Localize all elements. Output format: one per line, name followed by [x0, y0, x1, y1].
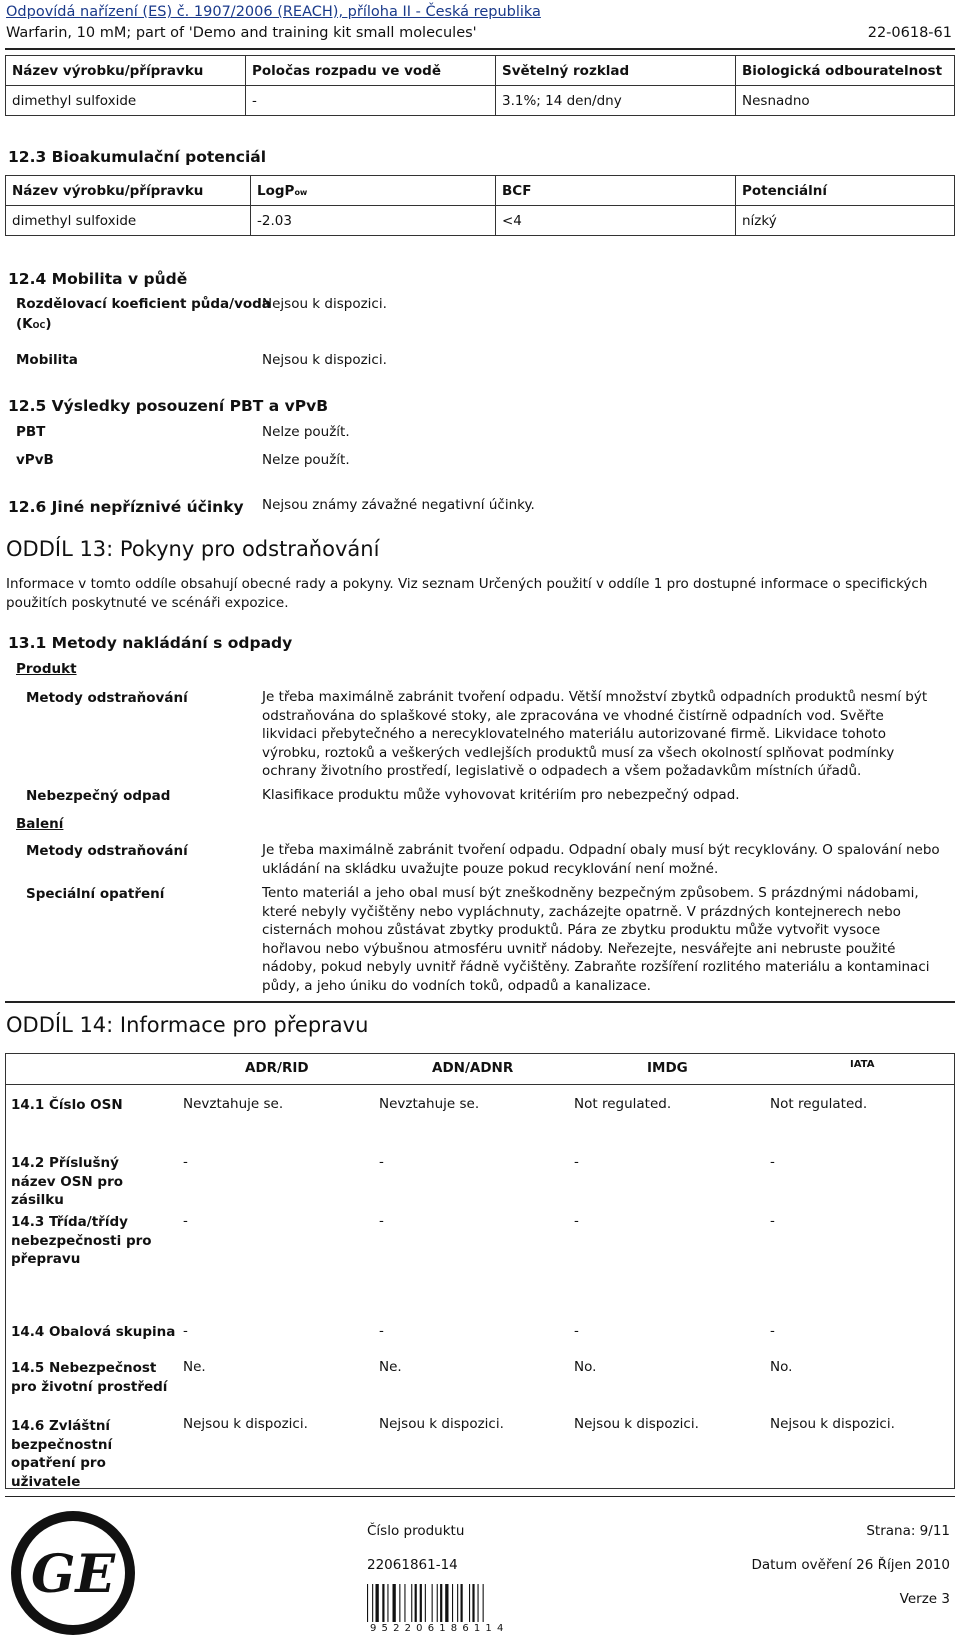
koc-k: (K	[16, 316, 33, 332]
regulation-link[interactable]: Odpovídá nařízení (ES) č. 1907/2006 (REACH), příloha II - Česká republika	[6, 4, 541, 20]
koc-value: Nejsou k dispozici.	[262, 296, 387, 312]
barcode-bar	[472, 1584, 474, 1622]
version: Verze 3	[899, 1591, 950, 1607]
barcode-bar	[478, 1584, 479, 1622]
section-12-3-title: 12.3 Bioakumulační potenciál	[8, 148, 267, 166]
table-cell: -	[183, 1213, 188, 1229]
table-cell: Nevztahuje se.	[379, 1096, 480, 1112]
table-cell: Ne.	[379, 1359, 402, 1375]
row-label: 14.4 Obalová skupina	[11, 1324, 176, 1340]
special-precautions-text: Tento materiál a jeho obal musí být zneškodněny bezpečným způsobem. S prázdnými nádobami, které nebyly vyčištěny nebo vypláchnuty, zacházejte opatrně. V prázdných kontejnerech nebo cisternách mohou zůstávat zbytky produktů. Pára ze zbytku produktu může vytvořit vysoce hořlavou nebo výbušnou atmosféru uvnitř nádoby. Neřezejte, nesvářejte ani nebruste použité nádoby, pokud nebyly uvnitř řádně vyčištěny. Zabraňte rozšíření rozlitého materiálu a kontaminaci půdy, a jeho úniku do vodních toků, odpadů a kanalizace.	[262, 885, 930, 994]
table-cell: -	[183, 1154, 188, 1170]
table-cell: -	[379, 1213, 384, 1229]
barcode-bar	[382, 1584, 384, 1622]
barcode-bar	[425, 1584, 426, 1622]
table-cell: Nejsou k dispozici.	[183, 1416, 308, 1432]
barcode-bar	[432, 1584, 433, 1622]
logp-label: LogP	[257, 182, 295, 199]
table-header-divider	[5, 1084, 955, 1085]
doc-code: 22-0618-61	[867, 25, 952, 41]
section-12-6-title: 12.6 Jiné nepříznivé účinky	[8, 498, 244, 516]
barcode-bar	[420, 1584, 422, 1622]
table-row	[6, 206, 955, 236]
barcode-bar	[461, 1584, 463, 1622]
row-label: 14.3 Třída/třídy nebezpečnosti pro přepravu	[11, 1214, 152, 1268]
table-cell: -2.03	[251, 206, 496, 236]
row-label: 14.5 Nebezpečnost pro životní prostředí	[11, 1360, 168, 1395]
table-cell: Not regulated.	[770, 1096, 868, 1112]
logp-subscript: ow	[294, 187, 308, 197]
product-name: Warfarin, 10 mM; part of 'Demo and training kit small molecules'	[6, 25, 477, 41]
barcode-bar	[376, 1584, 379, 1622]
column-header	[251, 176, 496, 206]
barcode-bar	[411, 1584, 412, 1622]
disposal-methods-text: Je třeba maximálně zabránit tvoření odpadu. Větší množství zbytků odpadních produktů nesmí být odstraňována do splaškové stoky, ale zpracována ve vhodné čistírně odpadních vod. Svěřte likvidaci přebytečného a nerecyklovatelného materiálu autorizované firmě. Likvidace tohoto výrobku, roztoků a veškerých vedlejších produktů musí za všech okolností splňovat podmínky ochrany životního prostředí, legislativě o odpadech a všem požadavkům místních úřadů.	[262, 689, 928, 780]
barcode-digits: 9 5 2 2 0 6 1 8 6 1 1 4	[370, 1623, 505, 1634]
product-heading: Produkt	[16, 661, 77, 677]
adverse-effects-value: Nejsou známy závažné negativní účinky.	[262, 497, 535, 513]
table-cell: dimethyl sulfoxide	[6, 206, 251, 236]
table-cell: nízký	[736, 206, 955, 236]
table-cell: -	[770, 1323, 775, 1339]
row-label: 14.6 Zvláštní bezpečnostní opatření pro uživatele	[11, 1418, 113, 1490]
barcode-bar	[445, 1584, 448, 1622]
footer-rule	[5, 1496, 955, 1497]
row-label: 14.2 Příslušný název OSN pro zásilku	[11, 1155, 124, 1209]
table-cell: -	[574, 1213, 579, 1229]
disposal-methods-label: Metody odstraňování	[26, 690, 188, 706]
column-header-adr: ADR/RID	[245, 1060, 309, 1076]
revision-date: Datum ověření 26 Říjen 2010	[751, 1557, 950, 1573]
pbt-label: PBT	[16, 424, 46, 440]
barcode-bar	[367, 1584, 368, 1622]
barcode-bar	[404, 1584, 405, 1622]
product-number: 22061861-14	[367, 1557, 458, 1573]
table-cell: dimethyl sulfoxide	[6, 86, 246, 116]
koc-label-line-2	[16, 316, 51, 332]
section-14-rule	[5, 1001, 955, 1003]
barcode-bar	[399, 1584, 400, 1622]
column-header: Poločas rozpadu ve vodě	[246, 56, 496, 86]
barcode-bar	[393, 1584, 396, 1622]
koc-label-text: Rozdělovací koeficient půda/voda	[16, 296, 271, 312]
table-row	[6, 86, 955, 116]
barcode-bar	[415, 1584, 417, 1622]
table-cell: No.	[574, 1359, 597, 1375]
row-label: 14.1 Číslo OSN	[11, 1097, 123, 1113]
table-header-row	[6, 56, 955, 86]
column-header: Název výrobku/přípravku	[6, 56, 246, 86]
koc-paren: )	[45, 316, 52, 332]
barcode-bar	[440, 1584, 442, 1622]
table-cell: Nevztahuje se.	[183, 1096, 284, 1112]
table-cell: Nesnadno	[736, 86, 955, 116]
barcode-bar	[437, 1584, 438, 1622]
barcode-bar	[469, 1584, 470, 1622]
table-cell: Nejsou k dispozici.	[379, 1416, 504, 1432]
table-cell: Ne.	[183, 1359, 206, 1375]
hazardous-waste-label: Nebezpečný odpad	[26, 788, 171, 804]
barcode-bar	[483, 1584, 484, 1622]
section-13-title: ODDÍL 13: Pokyny pro odstraňování	[6, 537, 380, 561]
column-header-adn: ADN/ADNR	[432, 1060, 514, 1076]
table-cell: -	[379, 1154, 384, 1170]
table-cell: Nejsou k dispozici.	[574, 1416, 699, 1432]
column-header: Potenciální	[736, 176, 955, 206]
barcode-bar	[452, 1584, 453, 1622]
section-12-4-title: 12.4 Mobilita v půdě	[8, 270, 188, 288]
ge-logo	[8, 1508, 138, 1638]
barcode-bar	[387, 1584, 388, 1622]
table-cell: No.	[770, 1359, 793, 1375]
table-cell: -	[574, 1323, 579, 1339]
packaging-methods-text: Je třeba maximálně zabránit tvoření odpadu. Odpadní obaly musí být recyklovány. O spalování nebo ukládání na skládku uvažujte pouze pokud recyklování není možné.	[262, 842, 940, 877]
table-cell: Not regulated.	[574, 1096, 672, 1112]
degradation-table	[5, 55, 955, 116]
table-cell: 3.1%; 14 den/dny	[496, 86, 736, 116]
barcode	[367, 1584, 522, 1622]
barcode-bar	[457, 1584, 458, 1622]
bioaccumulation-table	[5, 175, 955, 236]
column-header: Světelný rozklad	[496, 56, 736, 86]
column-header: Biologická odbouratelnost	[736, 56, 955, 86]
table-cell: -	[574, 1154, 579, 1170]
section-14-title: ODDÍL 14: Informace pro přepravu	[6, 1013, 369, 1037]
section-13-intro: Informace v tomto oddíle obsahují obecné rady a pokyny. Viz seznam Určených použití v oddíle 1 pro dostupné informace o specifických použitích poskytnuté ve scénáři expozice.	[6, 576, 928, 611]
packaging-heading: Balení	[16, 816, 64, 832]
mobility-label: Mobilita	[16, 352, 78, 368]
table-cell: -	[770, 1213, 775, 1229]
page-number: Strana: 9/11	[866, 1523, 950, 1539]
table-cell: -	[770, 1154, 775, 1170]
special-precautions-label: Speciální opatření	[26, 886, 165, 902]
table-cell: <4	[496, 206, 736, 236]
table-header-row	[6, 176, 955, 206]
table-cell: Nejsou k dispozici.	[770, 1416, 895, 1432]
column-header-imdg: IMDG	[647, 1060, 688, 1076]
mobility-value: Nejsou k dispozici.	[262, 352, 387, 368]
packaging-methods-label: Metody odstraňování	[26, 843, 188, 859]
vpvb-value: Nelze použít.	[262, 452, 350, 468]
vpvb-label: vPvB	[16, 452, 54, 468]
product-number-label: Číslo produktu	[367, 1523, 465, 1539]
logo-text: GE	[30, 1544, 116, 1605]
section-12-5-title: 12.5 Výsledky posouzení PBT a vPvB	[8, 397, 329, 415]
table-cell: -	[246, 86, 496, 116]
hazardous-waste-text: Klasifikace produktu může vyhovovat kritériím pro nebezpečný odpad.	[262, 787, 740, 803]
koc-subscript: OC	[32, 321, 46, 330]
pbt-value: Nelze použít.	[262, 424, 350, 440]
column-header-iata: IATA	[850, 1059, 875, 1070]
table-cell: -	[379, 1323, 384, 1339]
column-header: Název výrobku/přípravku	[6, 176, 251, 206]
barcode-bar	[372, 1584, 373, 1622]
header-rule	[5, 48, 955, 50]
section-13-1-title: 13.1 Metody nakládání s odpady	[8, 634, 293, 652]
column-header: BCF	[496, 176, 736, 206]
table-cell: -	[183, 1323, 188, 1339]
koc-label	[16, 296, 271, 312]
